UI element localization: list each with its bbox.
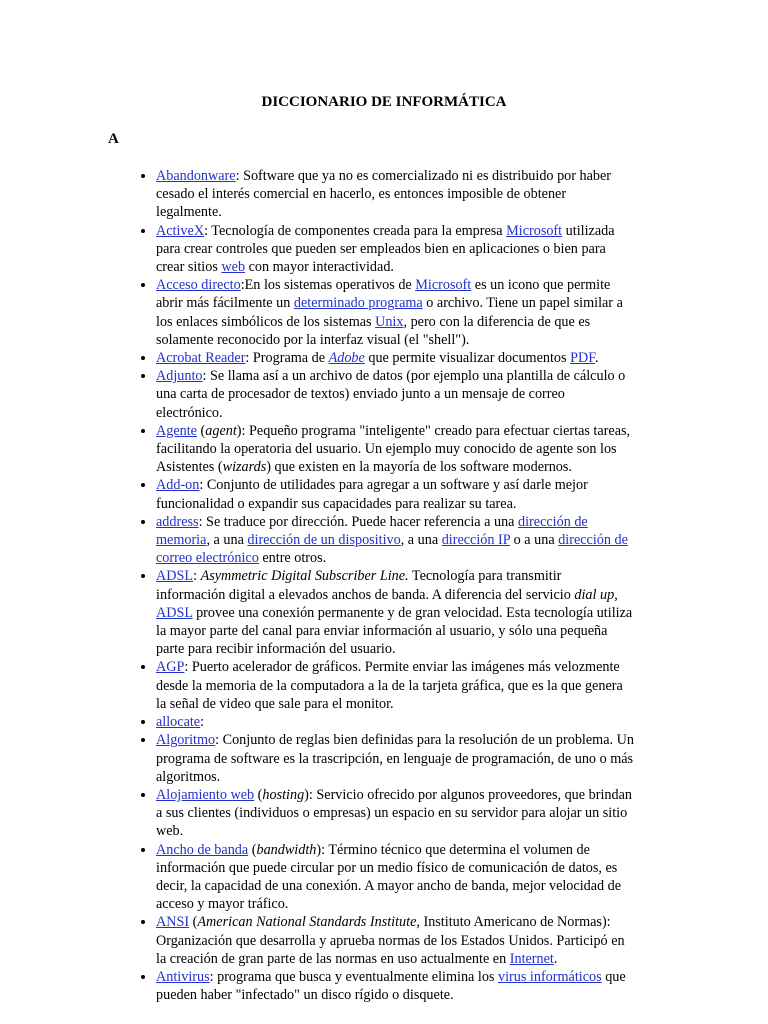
glossary-entry [156, 731, 634, 786]
italic-text: hosting [262, 786, 305, 803]
term-link[interactable]: Internet [509, 950, 554, 967]
entry-text: ( [189, 914, 198, 931]
term-link[interactable]: Microsoft [506, 222, 563, 239]
entry-text: , pero con la diferencia de que es solamente reconocido por la interfaz visual (el "shell"). [156, 313, 591, 348]
term-link[interactable]: ADSL [156, 568, 194, 585]
entry-text: , a una [206, 532, 248, 549]
term-link[interactable]: ActiveX [156, 222, 205, 239]
entry-text: ( [248, 841, 257, 858]
glossary-entry [156, 422, 634, 477]
glossary-entry [156, 513, 634, 568]
glossary-entry [156, 841, 634, 914]
term-link[interactable]: Add-on [156, 477, 200, 494]
glossary-entry [156, 913, 634, 968]
entry-text: o a una [510, 532, 559, 549]
term-link[interactable]: determinado programa [293, 295, 423, 312]
term-link[interactable]: Microsoft [415, 277, 472, 294]
glossary-entry [156, 476, 634, 512]
entry-text: ( [196, 422, 206, 439]
glossary-entry [156, 658, 634, 713]
entry-text: ) que existen en la mayoría de los software modernos. [266, 459, 572, 476]
entry-text: ): Pequeño programa "inteligente" creado para efectuar ciertas tareas, facilitando la operatoria del usuario. Un ejemplo muy conocido de agente son los Asistentes ( [156, 422, 631, 476]
term-link[interactable]: Adjunto [156, 368, 203, 385]
italic-text: Asymmetric Digital Subscriber Line. [200, 568, 409, 585]
entry-text: . [553, 950, 558, 967]
entry-text: con mayor interactividad. [245, 259, 394, 276]
italic-text: agent [205, 422, 237, 439]
term-link[interactable]: dirección de correo electrónico [156, 532, 628, 567]
entry-text: . [594, 350, 599, 367]
term-link[interactable]: Alojamiento web [156, 786, 255, 803]
entry-text: , Instituto Americano de Normas): Organización que desarrolla y aprueba normas de los Estados Unidos. Participó en la creación de gran parte de las normas en uso actualmente en [156, 914, 625, 967]
glossary-entry [156, 567, 634, 658]
glossary-entry [156, 276, 634, 349]
entry-text: : Tecnología de componentes creada para la empresa [204, 222, 507, 239]
section-letter: A [108, 131, 119, 147]
term-link[interactable]: virus informáticos [498, 968, 602, 985]
term-link[interactable]: Antivirus [156, 968, 210, 985]
term-link[interactable]: PDF [570, 350, 595, 367]
term-link[interactable]: Acrobat Reader [156, 350, 246, 367]
entry-text: : programa que busca y eventualmente elimina los [209, 968, 498, 985]
glossary-entry [156, 786, 634, 841]
term-link[interactable]: Adobe [328, 350, 365, 367]
entry-text: : Se llama así a un archivo de datos (por ejemplo una plantilla de cálculo o una carta de procesador de textos) enviado junto a un mensaje de correo electrónico. [156, 368, 626, 421]
term-link[interactable]: web [221, 259, 246, 276]
term-link[interactable]: Abandonware [156, 168, 236, 184]
entry-text: :En los sistemas operativos de [240, 277, 416, 294]
term-link[interactable]: Ancho de banda [156, 841, 249, 858]
term-link[interactable]: Algoritmo [156, 732, 216, 749]
term-link[interactable]: address [156, 513, 199, 530]
entry-text: : [200, 714, 205, 731]
term-link[interactable]: Unix [375, 313, 404, 330]
entry-text: : Se traduce por dirección. Puede hacer referencia a una [198, 513, 519, 530]
entry-text: : Software que ya no es comercializado ni es distribuido por haber cesado el interés comercial en hacerlo, es entonces imposible de obtener legalmente. [156, 168, 612, 221]
entry-text: ): Servicio ofrecido por algunos proveedores, que brindan a sus clientes (individuos o empresas) un espacio en su servidor para alojar un sitio web. [156, 786, 632, 840]
term-link[interactable]: AGP [156, 659, 185, 676]
term-link[interactable]: ANSI [156, 914, 190, 931]
entry-text: : Puerto acelerador de gráficos. Permite enviar las imágenes más velozmente desde la memoria de la computadora a la de la tarjeta gráfica, que es la que genera la señal de video que sale para el monitor. [156, 659, 623, 712]
glossary-entry [156, 367, 634, 422]
page-title: DICCIONARIO DE INFORMÁTICA [261, 94, 507, 110]
entry-text: o archivo. Tiene un papel similar a los enlaces simbólicos de los sistemas [156, 295, 623, 330]
term-link[interactable]: ADSL [156, 604, 193, 621]
entry-text: entre otros. [258, 550, 327, 567]
glossary-entry [156, 222, 634, 277]
entry-text: provee una conexión permanente y de gran velocidad. Esta tecnología utiliza la mayor parte del canal para enviar información al usuario, y sólo una pequeña parte para recibir información del usuario. [156, 604, 633, 658]
glossary-entry [156, 167, 634, 222]
entry-text: : Conjunto de reglas bien definidas para la resolución de un problema. Un programa de software es la trascripción, en lenguaje de programación, de uno o más algoritmos. [156, 732, 634, 785]
entry-text: ): Término técnico que determina el volumen de información que puede circular por un medio físico de comunicación de datos, es decir, la capacidad de una conexión. A mayor ancho de banda, mejor velocidad de acceso y mayor tráfico. [156, 841, 622, 913]
italic-text: wizards [222, 459, 267, 476]
italic-text: dial up [574, 586, 615, 603]
entry-text: que pueden haber "infectado" un disco rígido o disquete. [156, 968, 626, 1004]
entry-text: : [193, 568, 201, 585]
entry-text: , [614, 586, 618, 603]
entry-text: : Conjunto de utilidades para agregar a un software y así darle mejor funcionalidad o expandir sus capacidades para realizar su tarea. [156, 477, 588, 512]
entry-text: que permite visualizar documentos [364, 350, 571, 367]
entry-text: utilizada para crear controles que pueden ser empleados bien en aplicaciones o bien para crear sitios [156, 222, 615, 276]
entry-text: es un icono que permite abrir más fácilmente un [156, 277, 611, 312]
term-link[interactable]: Agente [156, 422, 197, 439]
glossary-list [156, 167, 634, 1004]
glossary-entry [156, 349, 634, 367]
entry-text: ( [254, 786, 263, 803]
term-link[interactable]: allocate [156, 714, 201, 731]
glossary-entry [156, 968, 634, 1004]
italic-text: American National Standards Institute [197, 914, 417, 931]
term-link[interactable]: dirección de un dispositivo [247, 532, 401, 549]
italic-text: bandwidth [256, 841, 317, 858]
entry-text: , a una [400, 532, 442, 549]
entry-text: : Programa de [245, 350, 329, 367]
entry-text: Tecnología para transmitir información digital a elevados anchos de banda. A diferencia del servicio [156, 568, 575, 603]
term-link[interactable]: dirección de memoria [156, 513, 588, 549]
glossary-entry [156, 713, 634, 731]
term-link[interactable]: Acceso directo [156, 277, 241, 294]
term-link[interactable]: dirección IP [441, 532, 511, 549]
